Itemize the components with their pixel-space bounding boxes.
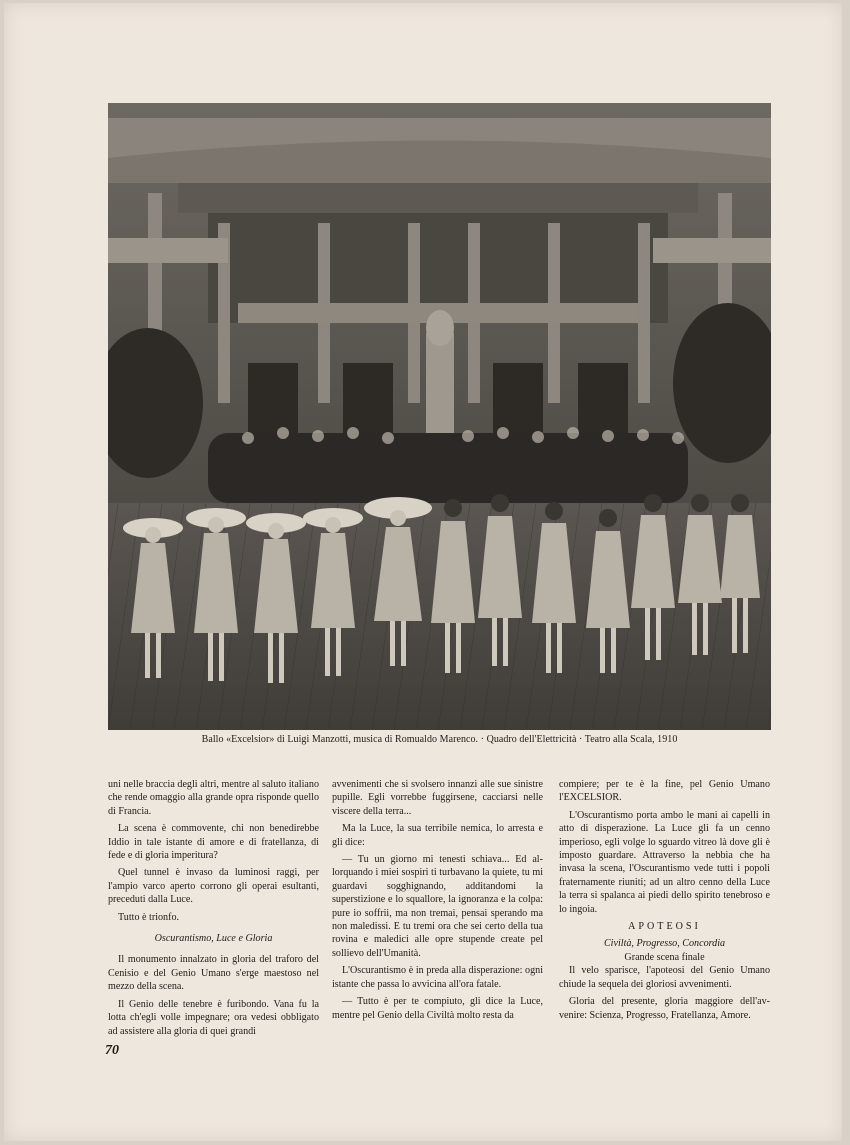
text-column-1 [108, 778, 319, 1042]
paragraph: Il velo sparisce, l'apoteosi del Genio Umano chiude la sequela dei gloriosi avvenimenti. [559, 965, 770, 990]
paragraph: Gloria del presente, gloria maggiore dell'avvenire: Scienza, Progresso, Fratellanza, Amore. [559, 996, 770, 1021]
paragraph: Ma la Luce, la sua terribile nemica, lo arresta e gli dice: [332, 823, 543, 848]
photo-caption: Ballo «Excelsior» di Luigi Manzotti, musica di Romualdo Marenco. · Quadro dell'Elettricità · Teatro alla Scala, 1910 [201, 734, 678, 745]
paragraph: Il monumento innalzato in gloria del traforo del Cenisio e del Genio Umano s'erge maestoso nel mezzo della scena. [108, 954, 319, 993]
paragraph: — Tutto è per te compiuto, gli dice la Luce, mentre pel Genio della Civiltà molto resta da [332, 996, 543, 1021]
paragraph: Tutto è trionfo. [118, 911, 180, 923]
photograph-image [108, 103, 771, 730]
paragraph: — Tu un giorno mi tenesti schiava... Ed allorquando i miei sospiri ti turbavano la quiete, tu mi guardavi sogghignando, additandomi la superstizione e lo squallore, la ignoranza e la colpa: pure io soffrii, ma non tremai, pensai sperando ma non maledissi. E tu tremi ora che sei certo della tua rovina e maledici alle opre stupende create pel sollievo dell'Umanità. [332, 854, 543, 959]
text-column-2 [332, 778, 543, 1026]
section-heading-apoteosi: APOTEOSI [628, 921, 701, 933]
section-subheading-plain: Grande scena finale [624, 951, 705, 963]
paragraph: compiere; per te è la fine, pel Genio Umano l'EXCELSIOR. [559, 779, 770, 804]
paragraph: L'Oscurantismo è in preda alla disperazione: ogni istante che passa lo avvicina all'ora fatale. [332, 965, 543, 990]
paragraph: L'Oscurantismo porta ambo le mani ai capelli in atto di disperazione. La Luce gli fa un cenno imperioso, egli volge lo sguardo vitreo là dove gli è imposto guardare. Attraverso la nebbia che ha invasa la scena, l'Oscurantismo vede tutti i popoli fraternamente riuniti; ad un altro cenno della Luce la terra si spalanca ai piedi dello spirito tenebroso e lo ingoia. [559, 809, 770, 915]
section-subheading: Oscurantismo, Luce e Gloria [154, 933, 273, 945]
paragraph: avvenimenti che si svolsero innanzi alle sue sinistre pupille. Egli vorrebbe fuggirsene, cacciarsi nelle viscere della terra... [332, 779, 543, 817]
paragraph: Quel tunnel è invaso da luminosi raggi, per l'ampio varco aperto corrono gli operai esultanti, preceduti dalla Luce. [108, 867, 319, 906]
paragraph: uni nelle braccia degli altri, mentre al saluto italiano che rende omaggio alla grande opra risponde quello di Francia. [108, 779, 319, 817]
section-subheading: Civiltà, Progresso, Concordia [603, 938, 726, 950]
page-number: 70 [105, 1043, 119, 1058]
paragraph: La scena è commovente, chi non benedirebbe Iddio in tale istante di amore e di fratellanza, di fede e di gloria imperitura? [108, 823, 319, 862]
text-column-3 [559, 778, 770, 1026]
page-sheet [4, 3, 842, 1141]
paragraph: Il Genio delle tenebre è furibondo. Vana fu la lotta ch'egli volle impegnare; ora vedesi obbligato ad assistere alla gloria di quei grandi [108, 998, 319, 1037]
historical-photograph-excelsior-ballet [108, 103, 771, 730]
